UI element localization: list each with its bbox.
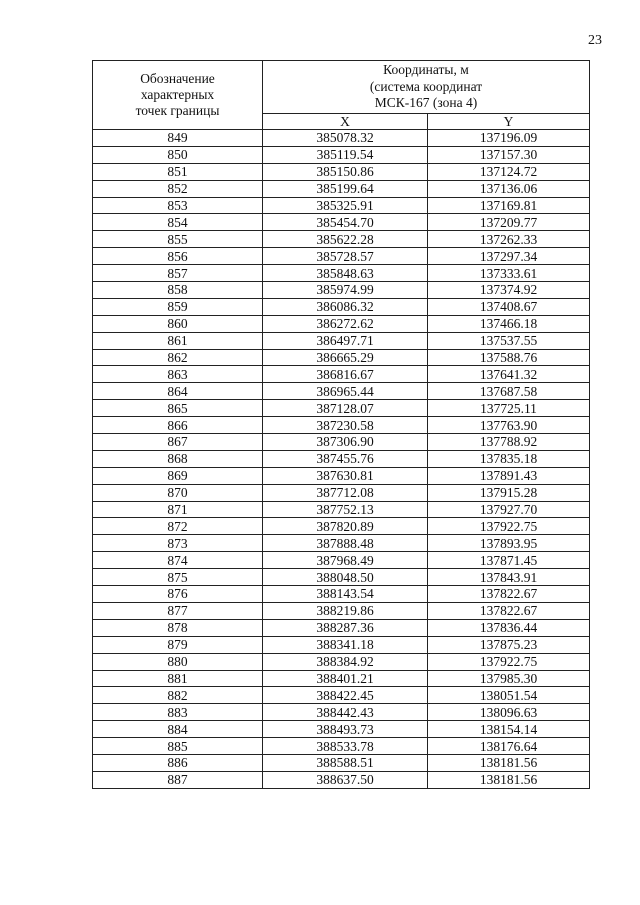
x-coordinate-cell: 385622.28	[263, 231, 428, 248]
x-coordinate-cell: 388442.43	[263, 704, 428, 721]
y-coordinate-cell: 137915.28	[428, 484, 590, 501]
point-number-cell: 872	[93, 518, 263, 535]
point-number-cell: 877	[93, 602, 263, 619]
table-row	[93, 146, 590, 163]
point-number-cell: 876	[93, 586, 263, 603]
point-number-cell: 851	[93, 163, 263, 180]
table-row	[93, 298, 590, 315]
x-coordinate-cell: 387712.08	[263, 484, 428, 501]
point-number-cell: 856	[93, 248, 263, 265]
point-number-cell: 859	[93, 298, 263, 315]
y-coordinate-cell: 137333.61	[428, 265, 590, 282]
header-coordinates	[263, 61, 590, 114]
table-row	[93, 282, 590, 299]
point-number-cell: 870	[93, 484, 263, 501]
header-designation-line: характерных	[140, 87, 215, 102]
table-row	[93, 231, 590, 248]
table-row	[93, 687, 590, 704]
point-number-cell: 862	[93, 349, 263, 366]
table-row	[93, 518, 590, 535]
point-number-cell: 860	[93, 315, 263, 332]
table-row	[93, 349, 590, 366]
x-coordinate-cell: 388384.92	[263, 653, 428, 670]
x-coordinate-cell: 387306.90	[263, 434, 428, 451]
header-row	[93, 61, 590, 114]
x-coordinate-cell: 387230.58	[263, 417, 428, 434]
table-row	[93, 552, 590, 569]
point-number-cell: 885	[93, 738, 263, 755]
y-coordinate-cell: 137822.67	[428, 586, 590, 603]
point-number-cell: 861	[93, 332, 263, 349]
x-coordinate-cell: 388143.54	[263, 586, 428, 603]
table-row	[93, 738, 590, 755]
y-coordinate-cell: 137136.06	[428, 180, 590, 197]
point-number-cell: 882	[93, 687, 263, 704]
point-number-cell: 857	[93, 265, 263, 282]
point-number-cell: 865	[93, 400, 263, 417]
y-coordinate-cell: 137822.67	[428, 602, 590, 619]
x-coordinate-cell: 386965.44	[263, 383, 428, 400]
y-coordinate-cell: 138051.54	[428, 687, 590, 704]
x-coordinate-cell: 388401.21	[263, 670, 428, 687]
y-coordinate-cell: 137725.11	[428, 400, 590, 417]
y-coordinate-cell: 137262.33	[428, 231, 590, 248]
table-row	[93, 619, 590, 636]
table-row	[93, 315, 590, 332]
y-coordinate-cell: 138096.63	[428, 704, 590, 721]
x-coordinate-cell: 388048.50	[263, 569, 428, 586]
y-coordinate-cell: 137124.72	[428, 163, 590, 180]
x-coordinate-cell: 387888.48	[263, 535, 428, 552]
table-row	[93, 163, 590, 180]
x-coordinate-cell: 388588.51	[263, 754, 428, 771]
point-number-cell: 883	[93, 704, 263, 721]
y-coordinate-cell: 137537.55	[428, 332, 590, 349]
point-number-cell: 868	[93, 450, 263, 467]
y-coordinate-cell: 137922.75	[428, 518, 590, 535]
x-coordinate-cell: 385199.64	[263, 180, 428, 197]
x-coordinate-cell: 387630.81	[263, 467, 428, 484]
table-row	[93, 653, 590, 670]
point-number-cell: 881	[93, 670, 263, 687]
table-row	[93, 670, 590, 687]
header-y: Y	[428, 114, 590, 130]
x-coordinate-cell: 388493.73	[263, 721, 428, 738]
y-coordinate-cell: 137893.95	[428, 535, 590, 552]
table-row	[93, 771, 590, 788]
y-coordinate-cell: 137985.30	[428, 670, 590, 687]
table-row	[93, 501, 590, 518]
y-coordinate-cell: 137836.44	[428, 619, 590, 636]
x-coordinate-cell: 387128.07	[263, 400, 428, 417]
point-number-cell: 869	[93, 467, 263, 484]
x-coordinate-cell: 385119.54	[263, 146, 428, 163]
table-row	[93, 214, 590, 231]
y-coordinate-cell: 137843.91	[428, 569, 590, 586]
y-coordinate-cell: 137763.90	[428, 417, 590, 434]
point-number-cell: 850	[93, 146, 263, 163]
x-coordinate-cell: 388219.86	[263, 602, 428, 619]
x-coordinate-cell: 385974.99	[263, 282, 428, 299]
y-coordinate-cell: 137687.58	[428, 383, 590, 400]
y-coordinate-cell: 137641.32	[428, 366, 590, 383]
table-row	[93, 265, 590, 282]
table-row	[93, 754, 590, 771]
point-number-cell: 854	[93, 214, 263, 231]
y-coordinate-cell: 137466.18	[428, 315, 590, 332]
point-number-cell: 880	[93, 653, 263, 670]
y-coordinate-cell: 137157.30	[428, 146, 590, 163]
page-number: 23	[588, 33, 602, 48]
header-designation-line: точек границы	[135, 103, 220, 118]
y-coordinate-cell: 138181.56	[428, 771, 590, 788]
y-coordinate-cell: 137788.92	[428, 434, 590, 451]
y-coordinate-cell: 137588.76	[428, 349, 590, 366]
point-number-cell: 873	[93, 535, 263, 552]
point-number-cell: 863	[93, 366, 263, 383]
point-number-cell: 879	[93, 636, 263, 653]
x-coordinate-cell: 385325.91	[263, 197, 428, 214]
point-number-cell: 855	[93, 231, 263, 248]
point-number-cell: 858	[93, 282, 263, 299]
x-coordinate-cell: 385848.63	[263, 265, 428, 282]
point-number-cell: 884	[93, 721, 263, 738]
x-coordinate-cell: 388422.45	[263, 687, 428, 704]
point-number-cell: 874	[93, 552, 263, 569]
x-coordinate-cell: 385728.57	[263, 248, 428, 265]
point-number-cell: 878	[93, 619, 263, 636]
y-coordinate-cell: 138181.56	[428, 754, 590, 771]
table-row	[93, 383, 590, 400]
table-row	[93, 197, 590, 214]
table-row	[93, 704, 590, 721]
point-number-cell: 866	[93, 417, 263, 434]
point-number-cell: 852	[93, 180, 263, 197]
x-coordinate-cell: 385078.32	[263, 130, 428, 147]
x-coordinate-cell: 387455.76	[263, 450, 428, 467]
x-coordinate-cell: 387752.13	[263, 501, 428, 518]
x-coordinate-cell: 388341.18	[263, 636, 428, 653]
point-number-cell: 875	[93, 569, 263, 586]
point-number-cell: 871	[93, 501, 263, 518]
table-header	[93, 61, 590, 130]
header-designation	[93, 61, 263, 130]
header-coordinates-line: Координаты, м	[383, 62, 469, 78]
table-row	[93, 602, 590, 619]
x-coordinate-cell: 387820.89	[263, 518, 428, 535]
x-coordinate-cell: 386665.29	[263, 349, 428, 366]
table-row	[93, 450, 590, 467]
x-coordinate-cell: 387968.49	[263, 552, 428, 569]
x-coordinate-cell: 388533.78	[263, 738, 428, 755]
x-coordinate-cell: 385150.86	[263, 163, 428, 180]
table-row	[93, 721, 590, 738]
point-number-cell: 864	[93, 383, 263, 400]
y-coordinate-cell: 137408.67	[428, 298, 590, 315]
point-number-cell: 867	[93, 434, 263, 451]
table-row	[93, 417, 590, 434]
y-coordinate-cell: 137871.45	[428, 552, 590, 569]
y-coordinate-cell: 137169.81	[428, 197, 590, 214]
point-number-cell: 886	[93, 754, 263, 771]
table-row	[93, 130, 590, 147]
table-row	[93, 484, 590, 501]
y-coordinate-cell: 137374.92	[428, 282, 590, 299]
header-coordinates-line: МСК-167 (зона 4)	[374, 95, 478, 111]
x-coordinate-cell: 386086.32	[263, 298, 428, 315]
y-coordinate-cell: 138176.64	[428, 738, 590, 755]
table-row	[93, 248, 590, 265]
table-row	[93, 434, 590, 451]
table-row	[93, 569, 590, 586]
table-row	[93, 586, 590, 603]
table-row	[93, 636, 590, 653]
table-row	[93, 332, 590, 349]
table-row	[93, 180, 590, 197]
table-row	[93, 366, 590, 383]
x-coordinate-cell: 386497.71	[263, 332, 428, 349]
header-x: X	[263, 114, 428, 130]
table-row	[93, 535, 590, 552]
y-coordinate-cell: 137927.70	[428, 501, 590, 518]
y-coordinate-cell: 138154.14	[428, 721, 590, 738]
y-coordinate-cell: 137196.09	[428, 130, 590, 147]
y-coordinate-cell: 137875.23	[428, 636, 590, 653]
x-coordinate-cell: 388637.50	[263, 771, 428, 788]
header-designation-line: Обозначение	[140, 71, 215, 86]
y-coordinate-cell: 137835.18	[428, 450, 590, 467]
header-coordinates-line: (система координат	[369, 78, 483, 94]
point-number-cell: 853	[93, 197, 263, 214]
point-number-cell: 887	[93, 771, 263, 788]
table-row	[93, 467, 590, 484]
point-number-cell: 849	[93, 130, 263, 147]
x-coordinate-cell: 386816.67	[263, 366, 428, 383]
y-coordinate-cell: 137891.43	[428, 467, 590, 484]
x-coordinate-cell: 386272.62	[263, 315, 428, 332]
x-coordinate-cell: 388287.36	[263, 619, 428, 636]
y-coordinate-cell: 137209.77	[428, 214, 590, 231]
coordinates-table	[92, 60, 590, 789]
table-row	[93, 400, 590, 417]
x-coordinate-cell: 385454.70	[263, 214, 428, 231]
y-coordinate-cell: 137297.34	[428, 248, 590, 265]
table-body	[93, 130, 590, 789]
y-coordinate-cell: 137922.75	[428, 653, 590, 670]
